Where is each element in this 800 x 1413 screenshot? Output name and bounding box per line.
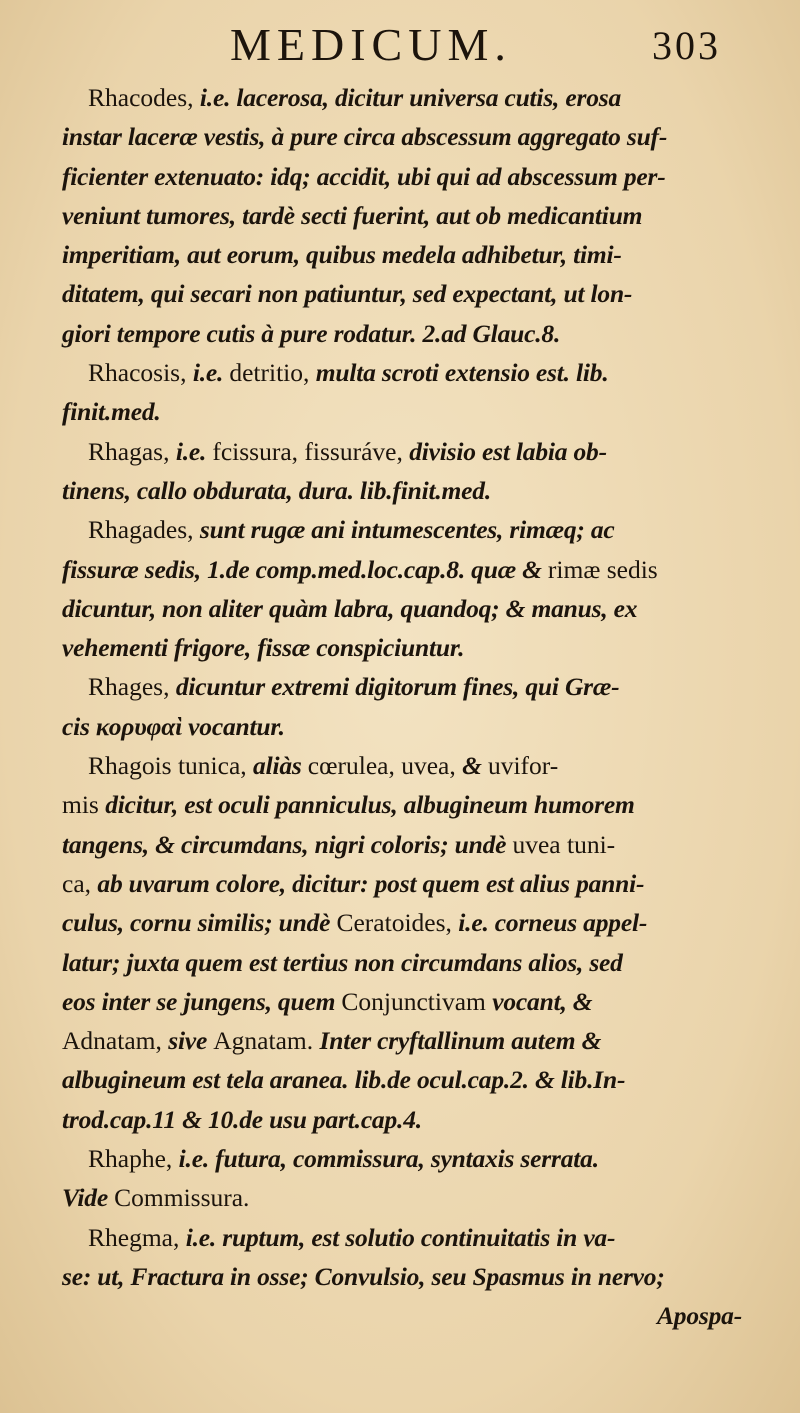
roman-text: cœrulea, uvea, (307, 751, 463, 781)
text-line (62, 78, 742, 117)
italic-text: i.e. (192, 358, 230, 388)
text-line (62, 550, 742, 589)
italic-text: Apospa- (656, 1301, 742, 1331)
roman-text: Rhacosis, (88, 358, 193, 388)
italic-text: dicuntur, non aliter quàm labra, quandoq; & manus, ex (62, 593, 638, 623)
text-line (62, 392, 742, 431)
italic-text: eos inter se jungens, quem (62, 986, 342, 1016)
italic-text: Vide (62, 1183, 115, 1213)
italic-text: ditatem, qui secari non patiuntur, sed expectant, ut lon- (62, 279, 633, 309)
text-line (62, 157, 742, 196)
page-header (0, 18, 800, 78)
text-line (62, 1021, 742, 1060)
italic-text: dicitur, est oculi panniculus, albugineum humorem (105, 790, 635, 820)
italic-text: instar laceræ vestis, à pure circa abscessum aggregato suf- (62, 122, 668, 152)
italic-text: sive (168, 1026, 214, 1056)
text-line (62, 746, 742, 785)
roman-text: Rhagas, (88, 436, 176, 466)
roman-text: Rhagades, (88, 515, 200, 545)
text-line (62, 864, 742, 903)
text-line (62, 589, 742, 628)
italic-text: fissuræ sedis, 1.de comp.med.loc.cap.8. quæ & (62, 554, 548, 584)
text-line (62, 825, 742, 864)
italic-text: tinens, callo obdurata, dura. lib.finit.med. (62, 475, 492, 505)
text-line (62, 1100, 742, 1139)
italic-text: sunt rugæ ani intumescentes, rimæq; ac (199, 515, 615, 545)
italic-text: finit.med. (62, 397, 161, 427)
text-line (62, 628, 742, 667)
roman-text: fcissura, fissuráve, (212, 436, 410, 466)
italic-text: culus, cornu similis; undè (62, 908, 337, 938)
italic-text: Inter cryftallinum autem & (319, 1026, 602, 1056)
roman-text: Rhagois tunica, (88, 751, 254, 781)
text-line (62, 982, 742, 1021)
text-line (62, 353, 742, 392)
roman-text: Agnatam. (213, 1026, 320, 1056)
italic-text: i.e. lacerosa, dicitur universa cutis, erosa (199, 83, 622, 112)
italic-text: veniunt tumores, tardè secti fuerint, aut ob medicantium (62, 200, 643, 230)
italic-text: imperitiam, aut eorum, quibus medela adhibetur, timi- (62, 240, 622, 270)
roman-text: uvifor- (487, 751, 559, 781)
roman-text: Ceratoides, (336, 908, 459, 938)
roman-text: uvea tuni- (512, 829, 616, 859)
roman-text: Conjunctivam (341, 986, 493, 1016)
italic-text: ficienter extenuato: idq; accidit, ubi qui ad abscessum per- (62, 161, 666, 191)
italic-text: i.e. futura, commissura, syntaxis serrata. (178, 1144, 599, 1174)
italic-text: vocant, & (492, 986, 593, 1016)
roman-text: Adnatam, (62, 1026, 169, 1056)
text-line (62, 117, 742, 156)
italic-text: multa scroti extensio est. lib. (315, 358, 609, 388)
italic-text: divisio est labia ob- (409, 436, 607, 466)
text-line (62, 235, 742, 274)
roman-text: Rhages, (88, 672, 176, 702)
text-line (62, 667, 742, 706)
italic-text: trod.cap.11 & 10.de usu part.cap.4. (62, 1104, 422, 1134)
page-number: 303 (652, 23, 721, 68)
roman-text: rimæ sedis (547, 554, 658, 584)
text-line (62, 943, 742, 982)
text-line (62, 1139, 742, 1178)
roman-text: Rhaphe, (88, 1144, 179, 1174)
italic-text: ab uvarum colore, dicitur: post quem est alius panni- (97, 868, 645, 898)
italic-text: i.e. (175, 436, 213, 466)
italic-text: aliàs (253, 751, 308, 781)
roman-text: Rhacodes, (88, 83, 200, 112)
text-line (62, 1296, 742, 1335)
roman-text: detritio, (229, 358, 316, 388)
italic-text: albugineum est tela aranea. lib.de ocul.cap.2. & lib.In- (62, 1065, 626, 1095)
text-line (62, 707, 742, 746)
text-line (62, 274, 742, 313)
text-line (62, 785, 742, 824)
italic-text: i.e. ruptum, est solutio continuitatis in va- (185, 1222, 616, 1252)
roman-text: Rhegma, (88, 1222, 186, 1252)
text-line (62, 510, 742, 549)
italic-text: cis κορυφαὶ vocantur. (62, 711, 285, 741)
text-line (62, 432, 742, 471)
italic-text: vehementi frigore, fissæ conspiciuntur. (62, 633, 465, 663)
text-line (62, 1178, 742, 1217)
italic-text: latur; juxta quem est tertius non circumdans alios, sed (62, 947, 623, 977)
dictionary-text (62, 78, 742, 1336)
roman-text: Commissura. (114, 1183, 250, 1213)
italic-text: i.e. corneus appel- (458, 908, 648, 938)
text-line (62, 1257, 742, 1296)
italic-text: se: ut, Fractura in osse; Convulsio, seu Spasmus in nervo; (62, 1261, 665, 1291)
text-line (62, 1218, 742, 1257)
italic-text: giori tempore cutis à pure rodatur. 2.ad Glauc.8. (62, 318, 561, 348)
text-line (62, 903, 742, 942)
roman-text: ca, (62, 868, 98, 898)
text-line (62, 314, 742, 353)
text-line (62, 196, 742, 235)
running-head: MEDICUM. (230, 19, 512, 70)
italic-text: tangens, & circumdans, nigri coloris; undè (62, 829, 513, 859)
italic-text: & (462, 751, 488, 781)
italic-text: dicuntur extremi digitorum fines, qui Græ- (175, 672, 620, 702)
text-line (62, 471, 742, 510)
text-line (62, 1060, 742, 1099)
roman-text: mis (62, 790, 106, 820)
